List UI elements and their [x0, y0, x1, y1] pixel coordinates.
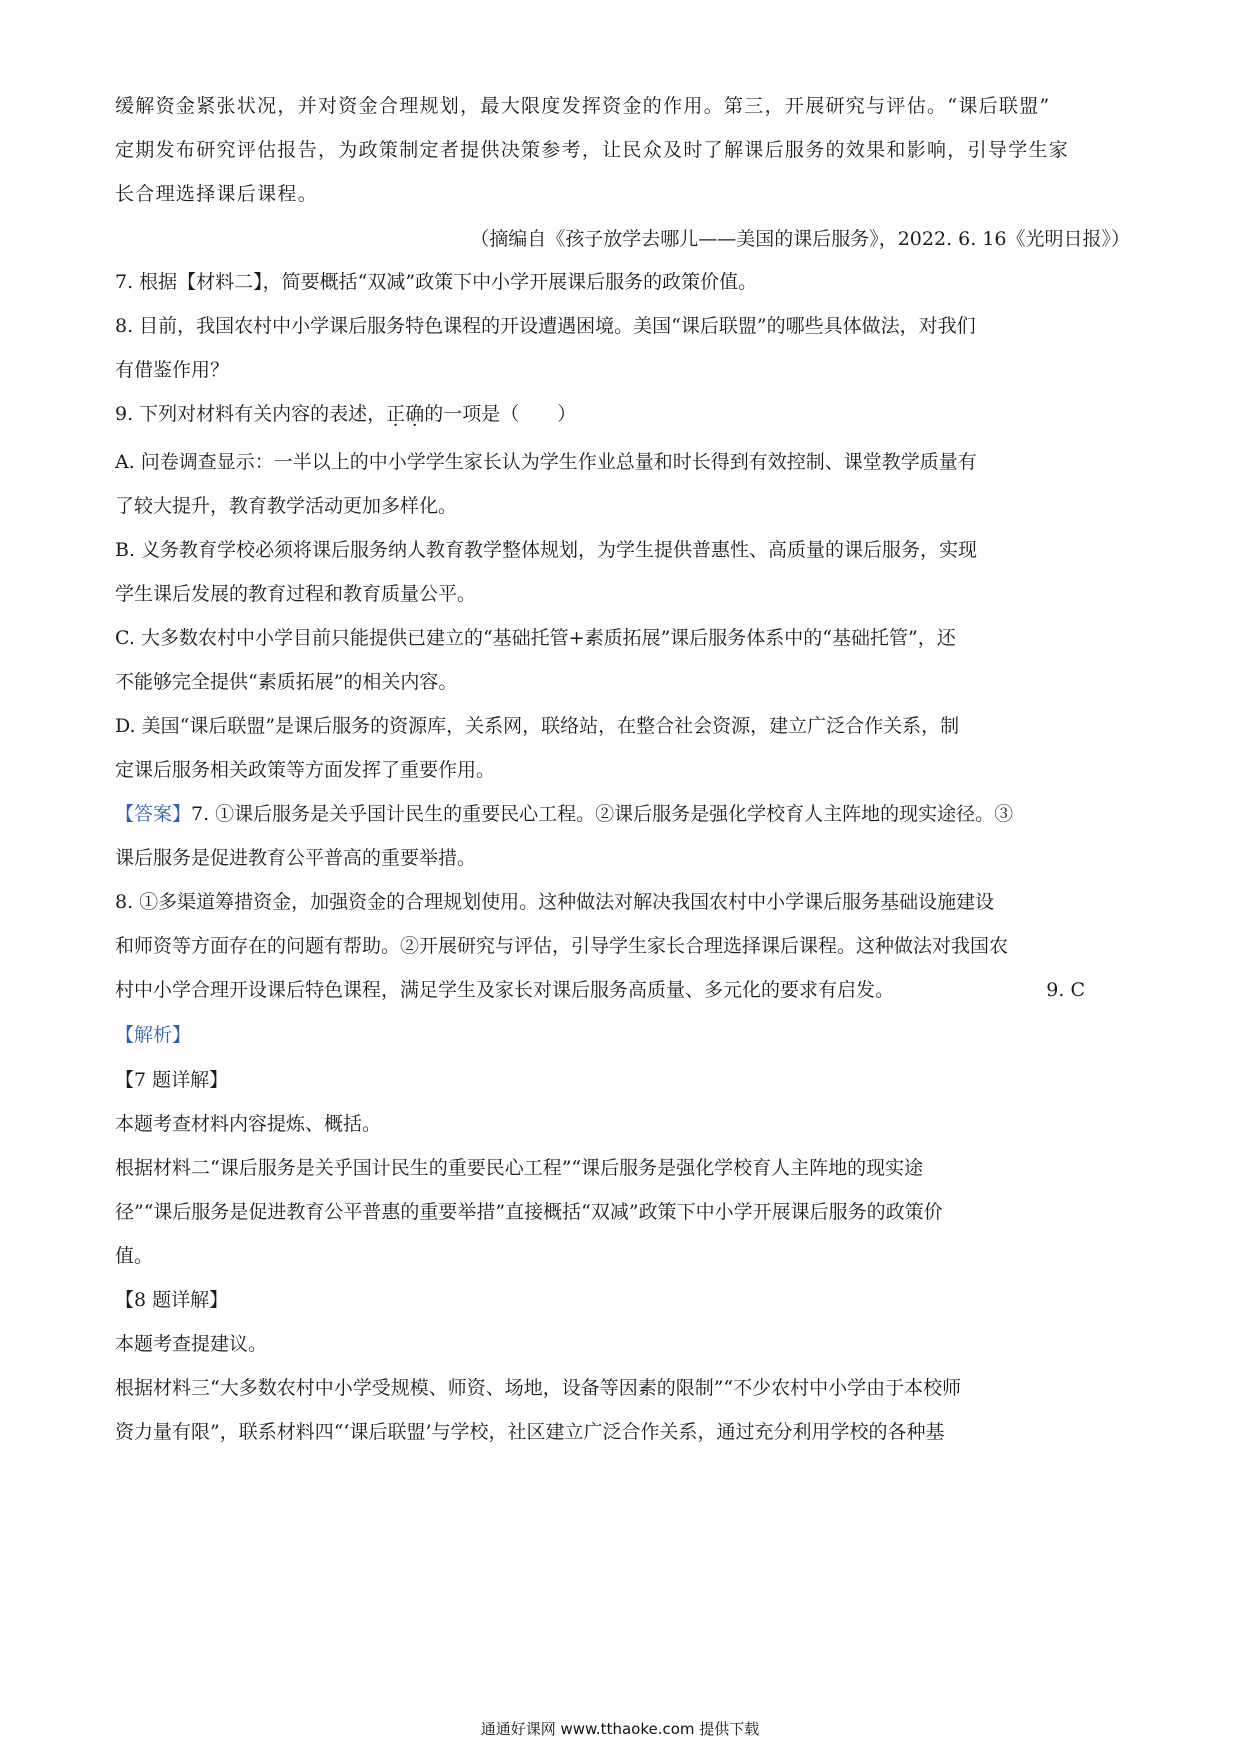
- analysis-text: 根据材料二“课后服务是关乎国计民生的重要民心工程”“课后服务是强化学校育人主阵地的现实途: [115, 1157, 924, 1179]
- answer-tag: 【答案】: [115, 803, 192, 825]
- question-9-text: 的一项是（ ）: [424, 403, 577, 425]
- answer-7: 课后服务是促进教育公平普高的重要举措。: [115, 847, 477, 869]
- answer-7-text: 7. ①课后服务是关乎国计民生的重要民心工程。②课后服务是强化学校育人主阵地的现实途径。③: [191, 803, 1014, 825]
- section-heading-7: 【7 题详解】: [115, 1069, 229, 1091]
- question-8: 有借鉴作用？: [115, 359, 230, 381]
- question-7: 7. 根据【材料二】，简要概括“双减”政策下中小学开展课后服务的政策价值。: [115, 271, 758, 293]
- footer-source: 通通好课网 www.tthaoke.com 提供下载: [480, 1720, 760, 1738]
- question-8: 8. 目前，我国农村中小学课后服务特色课程的开设遭遇困境。美国“课后联盟”的哪些具体做法，对我们: [115, 315, 976, 337]
- answer-8: [115, 976, 1130, 1004]
- option-c: C. 大多数农村中小学目前只能提供已建立的“基础托管+素质拓展”课后服务体系中的“基础托管”，还: [115, 627, 956, 649]
- analysis-tag: 【解析】: [115, 1024, 192, 1046]
- option-a: A. 问卷调查显示：一半以上的中小学学生家长认为学生作业总量和时长得到有效控制、课堂教学质量有: [115, 451, 977, 473]
- option-b: 学生课后发展的教育过程和教育质量公平。: [115, 583, 477, 605]
- analysis-text: 根据材料三“大多数农村中小学受规模、师资、场地，设备等因素的限制”“不少农村中小学由于本校师: [115, 1377, 962, 1399]
- question-9-text: 9. 下列对材料有关内容的表述，: [115, 403, 387, 425]
- analysis-text: 径”“课后服务是促进教育公平普惠的重要举措”直接概括“双减”政策下中小学开展课后服务的政策价: [115, 1201, 943, 1223]
- material-line: 长合理选择课后课程。: [115, 183, 319, 205]
- analysis-text: 资力量有限”，联系材料四“‘课后联盟’与学校，社区建立广泛合作关系，通过充分利用学校的各种基: [115, 1421, 945, 1443]
- answer-8: 和师资等方面存在的问题有帮助。②开展研究与评估，引导学生家长合理选择课后课程。这种做法对我国农: [115, 935, 1009, 957]
- question-9: [115, 400, 1130, 428]
- answer-7: [115, 800, 1130, 828]
- source-citation: （摘编自《孩子放学去哪儿——美国的课后服务》，2022. 6. 16《光明日报》）: [470, 228, 1130, 250]
- emphasis-char: 确: [405, 403, 425, 425]
- option-c: 不能够完全提供“素质拓展”的相关内容。: [115, 671, 458, 693]
- option-d: 定课后服务相关政策等方面发挥了重要作用。: [115, 759, 496, 781]
- option-a: 了较大提升，教育教学活动更加多样化。: [115, 495, 458, 517]
- analysis-text: 值。: [115, 1245, 154, 1267]
- option-d: D. 美国“课后联盟”是课后服务的资源库，关系网，联络站，在整合社会资源，建立广泛合作关系，制: [115, 715, 960, 737]
- answer-9: 9. C: [1046, 979, 1085, 1001]
- material-line: 定期发布研究评估报告，为政策制定者提供决策参考，让民众及时了解课后服务的效果和影响，引导学生家: [115, 139, 1070, 161]
- option-b: B. 义务教育学校必须将课后服务纳人教育教学整体规划，为学生提供普惠性、高质量的课后服务，实现: [115, 539, 978, 561]
- section-heading-8: 【8 题详解】: [115, 1289, 229, 1311]
- analysis-text: 本题考查材料内容提炼、概括。: [115, 1113, 382, 1135]
- answer-8-text: 村中小学合理开设课后特色课程，满足学生及家长对课后服务高质量、多元化的要求有启发。: [115, 979, 895, 1001]
- answer-8: 8. ①多渠道筹措资金，加强资金的合理规划使用。这种做法对解决我国农村中小学课后服务基础设施建设: [115, 891, 995, 913]
- analysis-text: 本题考查提建议。: [115, 1333, 268, 1355]
- material-line: 缓解资金紧张状况，并对资金合理规划，最大限度发挥资金的作用。第三，开展研究与评估。“课后联盟”: [115, 95, 1051, 117]
- emphasis-char: 正: [386, 403, 406, 425]
